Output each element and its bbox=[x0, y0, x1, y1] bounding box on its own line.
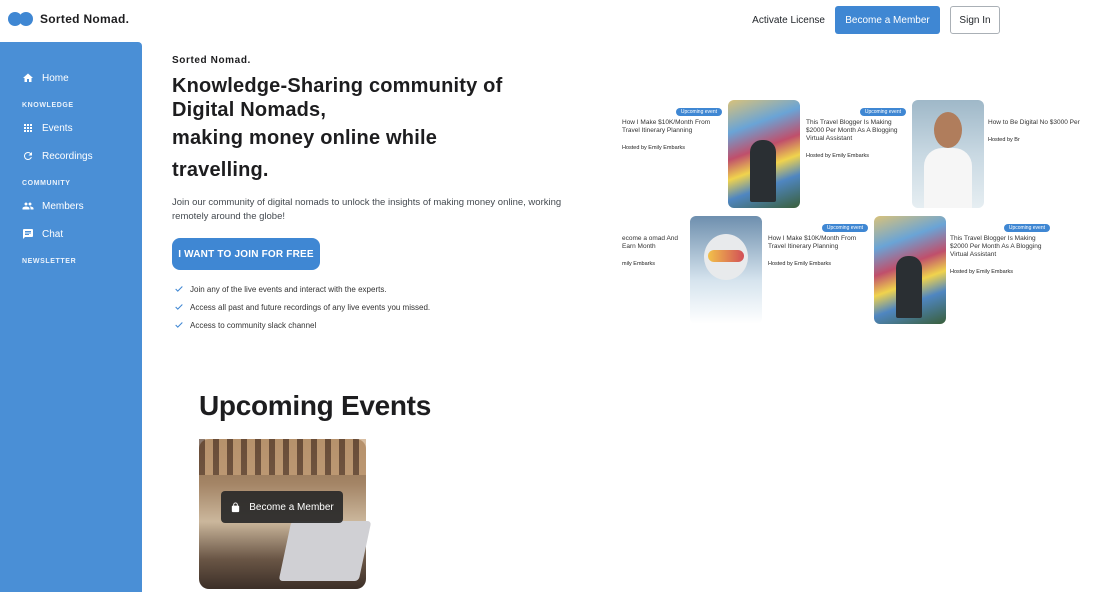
hero-title-line: Digital Nomads, bbox=[172, 99, 327, 121]
card-host: mily Embarks bbox=[622, 261, 656, 267]
collage-card[interactable] bbox=[802, 100, 984, 208]
sidebar-item-label: Members bbox=[42, 200, 84, 212]
upcoming-badge: Upcoming event bbox=[676, 108, 722, 116]
collage-card[interactable] bbox=[618, 100, 800, 208]
lock-label: Become a Member bbox=[249, 501, 334, 513]
upcoming-badge: Upcoming event bbox=[860, 108, 906, 116]
hero-title bbox=[172, 74, 592, 186]
card-host: Hosted by Emily Embarks bbox=[622, 145, 685, 151]
collage-card[interactable] bbox=[764, 216, 946, 324]
top-bar bbox=[0, 0, 1024, 42]
check-icon bbox=[174, 302, 184, 312]
chat-icon bbox=[22, 228, 34, 240]
sidebar-item-label: Home bbox=[42, 72, 69, 84]
sidebar-item-home[interactable] bbox=[0, 64, 142, 92]
upcoming-badge: Upcoming event bbox=[822, 224, 868, 232]
card-host: Hosted by Br bbox=[988, 137, 1020, 143]
sign-in-button[interactable]: Sign In bbox=[950, 6, 1000, 34]
sidebar-item-label: Events bbox=[42, 122, 73, 134]
feature-text: Access to community slack channel bbox=[190, 320, 317, 330]
card-text bbox=[618, 216, 690, 324]
hero-title-line: travelling. bbox=[172, 159, 269, 181]
sidebar-item-recordings[interactable] bbox=[0, 142, 142, 170]
feature-text: Access all past and future recordings of any live events you missed. bbox=[190, 302, 431, 312]
event-photo bbox=[728, 100, 800, 208]
become-member-button[interactable]: Become a Member bbox=[835, 6, 940, 34]
become-member-lock-button[interactable] bbox=[221, 491, 343, 523]
sidebar-item-members[interactable] bbox=[0, 192, 142, 220]
feature-text: Join any of the live events and interact with the experts. bbox=[190, 284, 387, 294]
card-text bbox=[984, 100, 1094, 208]
feature-item bbox=[172, 298, 592, 316]
hero-brand: Sorted Nomad. bbox=[172, 55, 251, 66]
event-card-locked[interactable] bbox=[199, 439, 366, 589]
collage-card[interactable] bbox=[984, 100, 1094, 208]
refresh-icon bbox=[22, 150, 34, 162]
event-photo bbox=[690, 216, 762, 324]
card-title: How I Make $10K/Month From Travel Itinerary Planning bbox=[768, 235, 857, 250]
event-collage bbox=[618, 100, 1080, 328]
collage-card[interactable] bbox=[618, 216, 762, 324]
feature-list bbox=[172, 280, 592, 334]
sidebar-section-community: COMMUNITY bbox=[22, 180, 71, 187]
card-host: Hosted by Emily Embarks bbox=[768, 261, 831, 267]
card-text bbox=[618, 100, 728, 208]
sidebar-item-label: Recordings bbox=[42, 150, 93, 162]
sidebar bbox=[0, 42, 142, 592]
header-actions bbox=[752, 6, 1000, 34]
card-title: ecome a omad And Earn Month bbox=[622, 235, 679, 250]
sidebar-item-chat[interactable] bbox=[0, 220, 142, 248]
home-icon bbox=[22, 72, 34, 84]
activate-license-link[interactable]: Activate License bbox=[752, 14, 825, 26]
grid-icon bbox=[22, 122, 34, 134]
card-text bbox=[802, 100, 912, 208]
event-photo bbox=[912, 100, 984, 208]
collage-card[interactable] bbox=[946, 216, 1056, 324]
logo-icon bbox=[8, 12, 34, 26]
check-icon bbox=[174, 320, 184, 330]
card-title: How to Be Digital No $3000 Per bbox=[988, 119, 1080, 126]
card-host: Hosted by Emily Embarks bbox=[806, 153, 869, 159]
upcoming-badge: Upcoming event bbox=[1004, 224, 1050, 232]
sidebar-item-events[interactable] bbox=[0, 114, 142, 142]
logo-text: Sorted Nomad. bbox=[40, 12, 130, 26]
feature-item bbox=[172, 280, 592, 298]
card-host: Hosted by Emily Embarks bbox=[950, 269, 1013, 275]
join-free-button[interactable]: I WANT TO JOIN FOR FREE bbox=[172, 238, 320, 270]
card-title: This Travel Blogger Is Making $2000 Per Month As A Blogging Virtual Assistant bbox=[950, 235, 1042, 258]
hero-title-line: Knowledge-Sharing community of bbox=[172, 75, 503, 97]
card-title: This Travel Blogger Is Making $2000 Per Month As A Blogging Virtual Assistant bbox=[806, 119, 898, 142]
sidebar-section-knowledge: KNOWLEDGE bbox=[22, 102, 74, 109]
sidebar-section-newsletter[interactable]: NEWSLETTER bbox=[22, 258, 77, 265]
upcoming-events-title: Upcoming Events bbox=[199, 390, 431, 421]
card-text bbox=[946, 216, 1056, 324]
card-text bbox=[764, 216, 874, 324]
hero-description: Join our community of digital nomads to unlock the insights of making money online, working remotely around the globe! bbox=[172, 197, 562, 222]
event-photo bbox=[874, 216, 946, 324]
sidebar-item-label: Chat bbox=[42, 228, 64, 240]
card-title: How I Make $10K/Month From Travel Itinerary Planning bbox=[622, 119, 711, 134]
logo[interactable] bbox=[8, 12, 129, 26]
hero bbox=[172, 55, 592, 334]
people-icon bbox=[22, 200, 34, 212]
hero-title-line: making money online while bbox=[172, 127, 438, 149]
lock-icon bbox=[230, 502, 241, 513]
check-icon bbox=[174, 284, 184, 294]
feature-item bbox=[172, 316, 592, 334]
